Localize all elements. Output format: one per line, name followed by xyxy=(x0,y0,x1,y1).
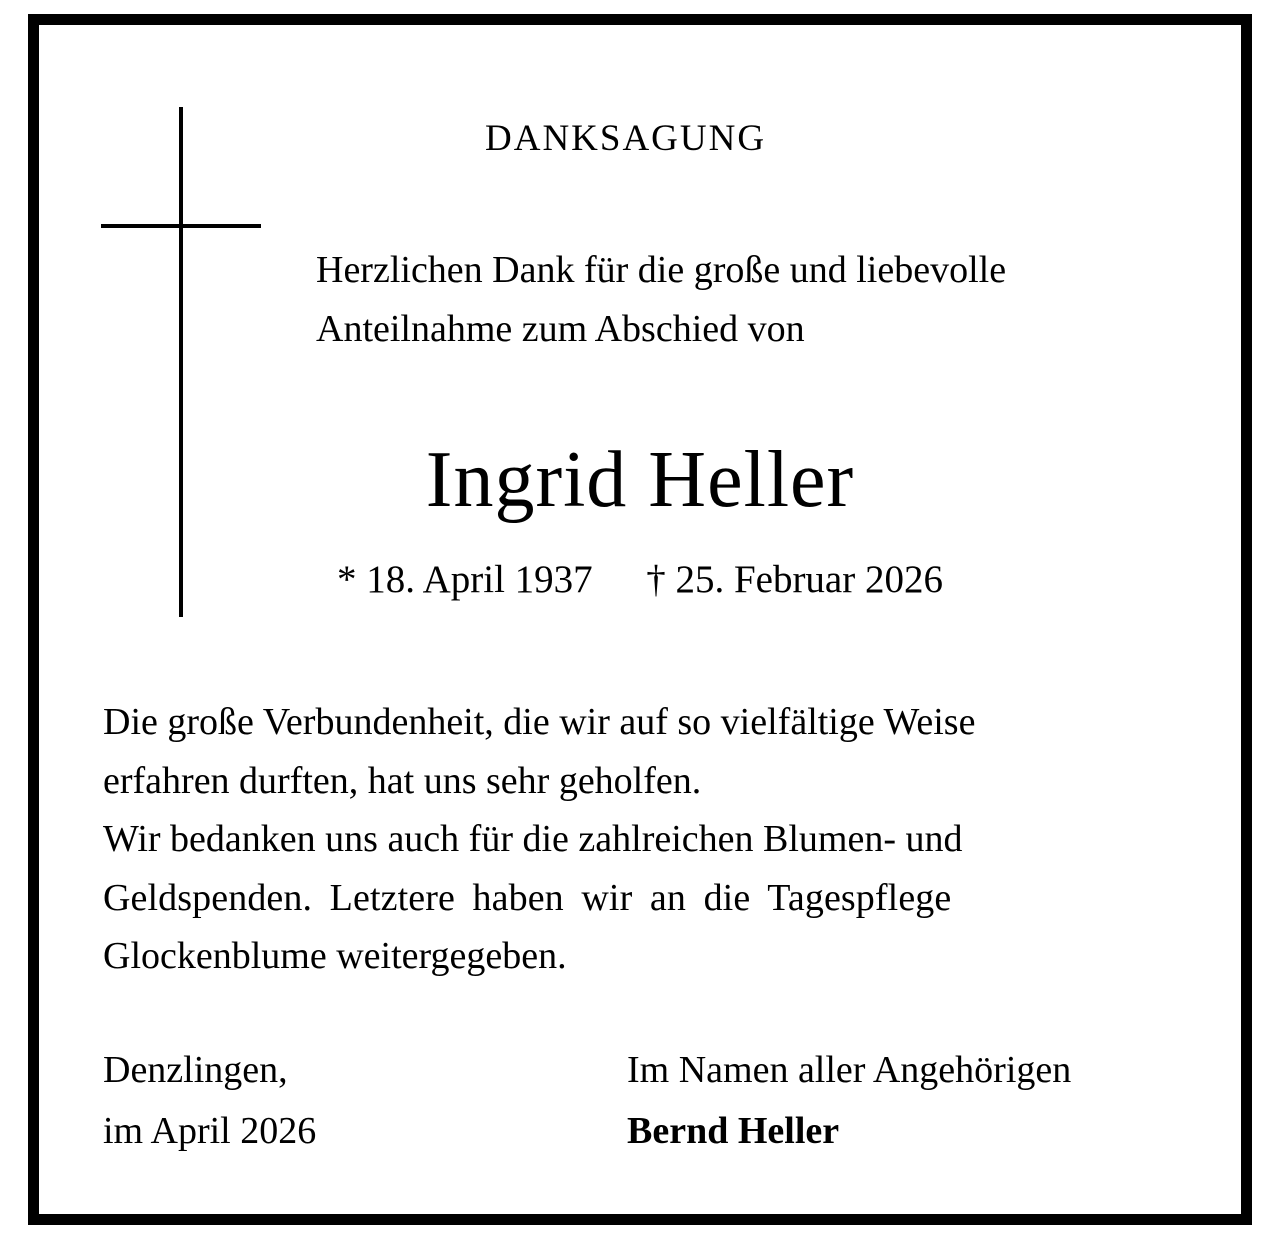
body-line-1: Die große Verbundenheit, die wir auf so vielfältige Weise xyxy=(103,701,976,743)
body-line-5: Glockenblume weitergegeben. xyxy=(103,935,567,978)
family-intro: Im Namen aller Angehörigen xyxy=(627,1049,1072,1091)
intro-text xyxy=(316,241,1226,359)
cross-horizontal-bar xyxy=(101,224,261,228)
cross-vertical-bar xyxy=(179,107,183,617)
body-line-3: Wir bedanken uns auch für die zahlreichen Blumen- und xyxy=(103,818,963,861)
life-dates xyxy=(39,557,1241,602)
date-line: im April 2026 xyxy=(103,1109,317,1152)
body-line-4: Geldspenden. Letztere haben wir an die Tagespflege xyxy=(103,876,952,919)
obituary-notice xyxy=(28,14,1252,1225)
place-line: Denzlingen, xyxy=(103,1049,288,1091)
deceased-name: Ingrid Heller xyxy=(425,436,855,524)
intro-line-2: Anteilnahme zum Abschied von xyxy=(316,307,805,350)
birth-date: * 18. April 1937 xyxy=(337,558,593,601)
thanks-body xyxy=(103,693,1189,986)
cross-icon xyxy=(101,107,261,617)
notice-inner xyxy=(39,25,1241,1214)
intro-line-1: Herzlichen Dank für die große und liebevolle xyxy=(316,249,1007,291)
family-signature xyxy=(627,1040,1071,1162)
place-and-date xyxy=(103,1040,316,1162)
body-line-2: erfahren durften, hat uns sehr geholfen. xyxy=(103,759,702,802)
signer-name: Bernd Heller xyxy=(627,1109,840,1152)
notice-header: DANKSAGUNG xyxy=(485,118,767,159)
death-date: † 25. Februar 2026 xyxy=(646,558,943,601)
